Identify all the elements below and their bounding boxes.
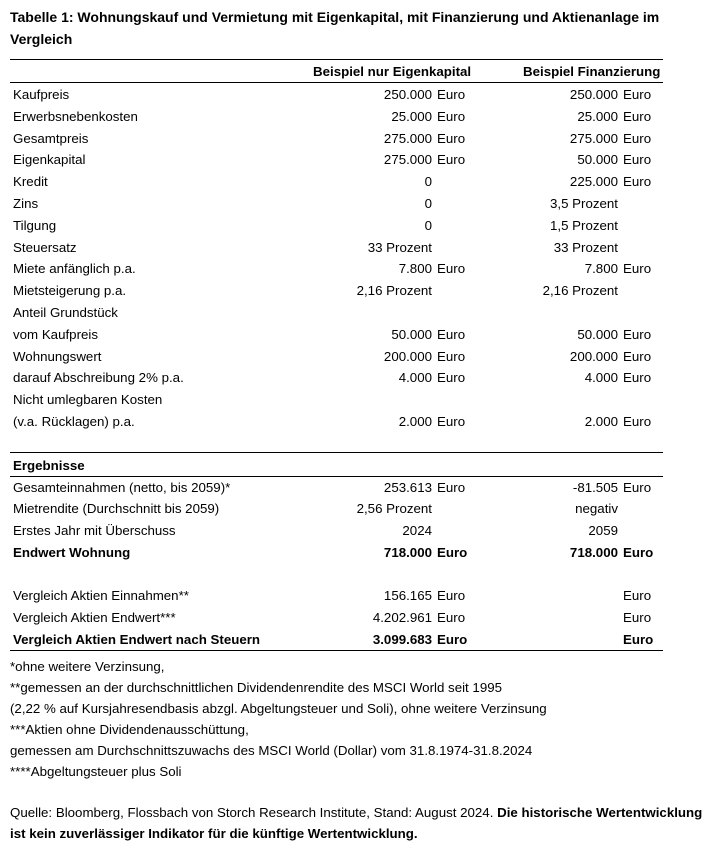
row-label: Kredit	[13, 174, 48, 189]
equity-value: 200.000	[383, 349, 432, 364]
table-row	[0, 585, 726, 607]
table-row	[0, 520, 726, 542]
financing-value: 718.000	[569, 545, 618, 560]
equity-value: 0	[424, 174, 432, 189]
bottom-rule	[10, 650, 663, 651]
table-row	[0, 498, 726, 520]
footnote: *ohne weitere Verzinsung,	[10, 659, 165, 674]
results-heading: Ergebnisse	[13, 458, 85, 473]
financing-unit: Euro	[623, 327, 652, 342]
financing-unit: Euro	[623, 109, 652, 124]
equity-unit: Euro	[437, 261, 466, 276]
financing-value: 2,16 Prozent	[542, 283, 618, 298]
financing-value: 200.000	[569, 349, 618, 364]
row-label: Mietsteigerung p.a.	[13, 283, 127, 298]
row-label: Erwerbsnebenkosten	[13, 109, 138, 124]
disclaimer-text: Die historische Wertentwicklung ist kein zuverlässiger Indikator für die künftige Wertentwicklung.	[10, 805, 703, 841]
equity-value: 2024	[402, 523, 432, 538]
source-text: Quelle: Bloomberg, Flossbach von Storch Research Institute, Stand: August 2024.	[10, 805, 494, 820]
equity-value: 275.000	[383, 152, 432, 167]
financing-value: 1,5 Prozent	[549, 218, 618, 233]
equity-unit: Euro	[437, 632, 468, 647]
table-row	[0, 258, 726, 280]
financing-value: 3,5 Prozent	[549, 196, 618, 211]
row-label: Vergleich Aktien Endwert nach Steuern	[13, 632, 261, 647]
table-row	[0, 84, 726, 106]
financing-unit: Euro	[623, 610, 652, 625]
financing-unit: Euro	[623, 632, 654, 647]
table-row	[0, 171, 726, 193]
equity-value: 4.202.961	[372, 610, 432, 625]
financing-value: 275.000	[569, 131, 618, 146]
table-row	[0, 607, 726, 629]
row-label: Vergleich Aktien Einnahmen**	[13, 588, 189, 603]
financing-unit: Euro	[623, 261, 652, 276]
row-label: Erstes Jahr mit Überschuss	[13, 523, 176, 538]
table-row	[0, 411, 726, 433]
top-rule	[10, 59, 663, 60]
equity-unit: Euro	[437, 588, 466, 603]
equity-value: 156.165	[383, 588, 432, 603]
financing-value: 7.800	[584, 261, 618, 276]
row-label: (v.a. Rücklagen) p.a.	[13, 414, 135, 429]
financing-unit: Euro	[623, 480, 652, 495]
table-row	[0, 477, 726, 499]
row-label: Nicht umlegbaren Kosten	[13, 392, 163, 407]
row-label: Gesamtpreis	[13, 131, 89, 146]
financing-unit: Euro	[623, 588, 652, 603]
column-header-equity: Beispiel nur Eigenkapital	[313, 64, 472, 79]
table-row	[0, 193, 726, 215]
table-row	[0, 237, 726, 259]
equity-value: 0	[424, 196, 432, 211]
financing-value: 25.000	[577, 109, 618, 124]
financing-value: 250.000	[569, 87, 618, 102]
equity-unit: Euro	[437, 87, 466, 102]
financing-value: 225.000	[569, 174, 618, 189]
equity-unit: Euro	[437, 480, 466, 495]
equity-unit: Euro	[437, 109, 466, 124]
row-label: Mietrendite (Durchschnitt bis 2059)	[13, 501, 220, 516]
row-label: darauf Abschreibung 2% p.a.	[13, 370, 184, 385]
financing-unit: Euro	[623, 414, 652, 429]
table-row	[0, 149, 726, 171]
equity-value: 275.000	[383, 131, 432, 146]
table-row	[0, 280, 726, 302]
equity-value: 33 Prozent	[367, 240, 432, 255]
row-label: Eigenkapital	[13, 152, 86, 167]
table-row	[0, 302, 726, 324]
source-note	[10, 802, 720, 844]
table-row	[0, 324, 726, 346]
row-label: vom Kaufpreis	[13, 327, 98, 342]
financing-unit: Euro	[623, 174, 652, 189]
equity-unit: Euro	[437, 327, 466, 342]
equity-unit: Euro	[437, 349, 466, 364]
equity-value: 2,56 Prozent	[356, 501, 432, 516]
equity-value: 718.000	[383, 545, 432, 560]
table-row	[0, 367, 726, 389]
financing-unit: Euro	[623, 152, 652, 167]
table-row	[0, 629, 726, 651]
row-label: Steuersatz	[13, 240, 77, 255]
equity-unit: Euro	[437, 545, 468, 560]
equity-value: 25.000	[391, 109, 432, 124]
table-row	[0, 128, 726, 150]
row-label: Zins	[13, 196, 39, 211]
financing-unit: Euro	[623, 370, 652, 385]
table-row	[0, 346, 726, 368]
equity-unit: Euro	[437, 370, 466, 385]
equity-value: 4.000	[398, 370, 432, 385]
footnote: ****Abgeltungsteuer plus Soli	[10, 764, 182, 779]
footnotes	[10, 656, 720, 782]
row-label: Gesamteinnahmen (netto, bis 2059)*	[13, 480, 231, 495]
financing-unit: Euro	[623, 87, 652, 102]
financing-value: 2.000	[584, 414, 618, 429]
row-label: Miete anfänglich p.a.	[13, 261, 136, 276]
footnote: gemessen am Durchschnittszuwachs des MSCI World (Dollar) vom 31.8.1974-31.8.2024	[10, 743, 533, 758]
footnote: **gemessen an der durchschnittlichen Dividendenrendite des MSCI World seit 1995	[10, 680, 503, 695]
equity-unit: Euro	[437, 131, 466, 146]
equity-value: 3.099.683	[372, 632, 432, 647]
equity-unit: Euro	[437, 152, 466, 167]
financing-value: 4.000	[584, 370, 618, 385]
equity-value: 0	[424, 218, 432, 233]
row-label: Kaufpreis	[13, 87, 70, 102]
financing-value: 2059	[588, 523, 618, 538]
financing-unit: Euro	[623, 545, 654, 560]
financing-value: 50.000	[577, 327, 618, 342]
equity-value: 253.613	[383, 480, 432, 495]
equity-unit: Euro	[437, 610, 466, 625]
results-heading-row	[0, 455, 726, 477]
row-label: Wohnungswert	[13, 349, 102, 364]
table-row	[0, 389, 726, 411]
equity-value: 2.000	[398, 414, 432, 429]
table-title: Tabelle 1: Wohnungskauf und Vermietung mit Eigenkapital, mit Finanzierung und Aktienanlage im Vergleich	[10, 9, 660, 47]
row-label: Tilgung	[13, 218, 57, 233]
footnote: (2,22 % auf Kursjahresendbasis abzgl. Abgeltungsteuer und Soli), ohne weitere Verzinsung	[10, 701, 547, 716]
financing-value: 50.000	[577, 152, 618, 167]
header-rule	[10, 82, 663, 83]
table-row	[0, 106, 726, 128]
row-label: Endwert Wohnung	[13, 545, 131, 560]
financing-unit: Euro	[623, 349, 652, 364]
table-row	[0, 215, 726, 237]
financing-value: -81.505	[572, 480, 618, 495]
equity-value: 7.800	[398, 261, 432, 276]
equity-value: 250.000	[383, 87, 432, 102]
financing-value: negativ	[575, 501, 618, 516]
results-rule	[10, 452, 663, 453]
equity-value: 50.000	[391, 327, 432, 342]
row-label: Vergleich Aktien Endwert***	[13, 610, 176, 625]
equity-unit: Euro	[437, 414, 466, 429]
row-label: Anteil Grundstück	[13, 305, 118, 320]
footnote: ***Aktien ohne Dividendenausschüttung,	[10, 722, 249, 737]
financing-unit: Euro	[623, 131, 652, 146]
equity-value: 2,16 Prozent	[356, 283, 432, 298]
table-row	[0, 542, 726, 564]
column-header-financing: Beispiel Finanzierung	[523, 64, 661, 79]
financing-value: 33 Prozent	[553, 240, 618, 255]
